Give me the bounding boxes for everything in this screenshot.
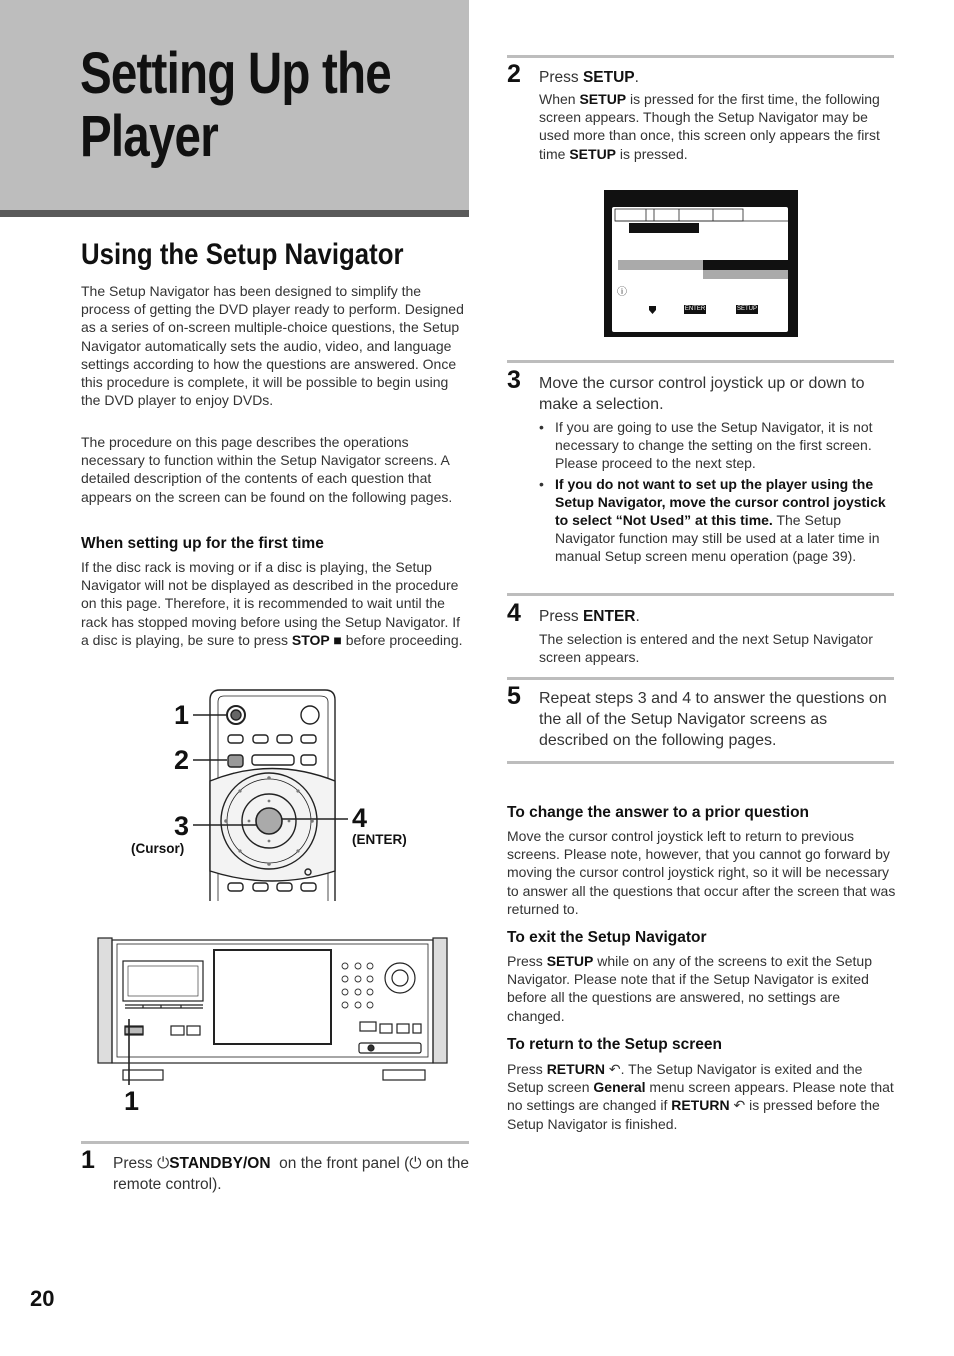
return-arrow-icon: ↶	[733, 1097, 746, 1114]
first-time-text: If the disc rack is moving or if a disc is playing, the Setup Navigator will not be displayed as described in the procedure on this page. Therefore, it is recommended to wait until the rack has stopped moving before using the Setup Navigator. If a disc is playing, be sure to press	[81, 559, 461, 648]
step-2-d3: is pressed.	[619, 145, 688, 162]
remote-control-illustration	[160, 686, 440, 906]
step-4-description: The selection is entered and the next Setup Navigator screen appears.	[539, 631, 873, 666]
step-3-bullet-1: • If you are going to use the Setup Navigator, it is not necessary to change the setting on the first screen. Please proceed to the next step.	[539, 418, 894, 473]
page-number: 20	[30, 1286, 55, 1311]
player-front-panel-illustration	[95, 935, 455, 1085]
change-answer-body: Move the cursor control joystick left to return to previous screens. Please note, however, that you cannot go forward by moving the cursor control joystick right, so it will be necessary to answer all the questions that occur after the screen that was returned to.	[507, 828, 896, 917]
page-title-line1: Setting Up the	[80, 41, 391, 106]
exit-setup: SETUP	[546, 953, 594, 969]
info-icon: ⓘ	[617, 287, 627, 298]
step-5-rule	[507, 677, 894, 680]
setup-screen-display	[612, 207, 788, 332]
step-3-number: 3	[507, 366, 521, 394]
step-2-rule	[507, 55, 894, 58]
step-2-d-bold1: SETUP	[579, 91, 627, 107]
intro-paragraph-1: The Setup Navigator has been designed to simplify the process of getting the DVD player ready to perform. Designed as a series of on-screen multiple-choice questions, the Setup Navigator automatically sets the audio, video, and language settings according to how the questions are answered. Once this procedure is complete, it will be possible to begin using the DVD player to enjoy DVDs.	[81, 283, 464, 409]
exit-navigator-body	[507, 952, 895, 1025]
step-2-d2: is pressed for the first time, the following screen appears. Though the Setup Navigator may be used more than once, this screen only appears the first time	[539, 91, 880, 162]
return-end: is pressed before the Setup Navigator is finished.	[507, 1097, 880, 1132]
step-5-end-rule	[507, 761, 894, 764]
step-2-description	[539, 90, 894, 163]
step-1-text	[113, 1153, 473, 1195]
step-2-text	[539, 67, 639, 88]
power-icon: ⏻	[156, 1155, 170, 1172]
return-arrow-icon: ↶	[608, 1061, 621, 1077]
step-2-pre: Press	[539, 69, 579, 86]
page-title	[80, 42, 392, 168]
step-3-bullet-2-rest: The Setup Navigator function may still be used at a later time in manual Setup screen menu operation (page 39).	[555, 512, 880, 565]
return-general: General	[593, 1079, 646, 1096]
page-title-line2: Player	[80, 104, 218, 169]
step-5-number: 5	[507, 682, 521, 710]
title-rule	[0, 210, 469, 217]
first-time-body	[81, 558, 471, 649]
step-4-pre: Press	[539, 608, 579, 625]
screen-enter-button: ENTER	[684, 306, 706, 312]
stop-button-ref: STOP ■	[291, 631, 342, 648]
setup-screen-illustration	[604, 190, 798, 337]
exit-text: while on any of the screens to exit the Setup Navigator. Please note that if the Setup Navigator is exited before all the questions are answered, no settings are changed.	[507, 953, 872, 1024]
step-3-bullets	[539, 418, 894, 568]
remote-callout-4: 4	[352, 803, 368, 833]
intro-paragraph-2: The procedure on this page describes the operations necessary to function within the Setup Navigator screens. A detailed description of the contents of each question that appears on the screen can be found on the following pages.	[81, 434, 453, 505]
step-1-standby: STANDBY/ON	[169, 1155, 271, 1172]
step-4-rule	[507, 593, 894, 596]
remote-callout-2: 2	[174, 745, 190, 775]
step-1-post: on the front panel (	[279, 1155, 410, 1172]
return-setup-heading: To return to the Setup screen	[507, 1036, 723, 1053]
step-1-rule	[81, 1141, 469, 1144]
step-2-setup: SETUP	[582, 69, 635, 86]
exit-pre: Press	[507, 953, 543, 969]
step-2-d1: When	[539, 91, 576, 107]
screen-setup-button: SETUP	[736, 306, 757, 312]
step-3-bullet-2-bold: If you do not want to set up the player using the Setup Navigator, move the cursor control joystick to select “Not Used” at this time.	[555, 475, 886, 529]
step-2-number: 2	[507, 60, 521, 88]
power-icon: ⏻	[409, 1155, 422, 1172]
step-3-main: Move the cursor control joystick up or down to make a selection.	[539, 375, 865, 413]
return-setup-body	[507, 1060, 895, 1133]
step-4-dot: .	[635, 608, 640, 625]
step-4-enter: ENTER	[582, 608, 636, 625]
step-1-number: 1	[81, 1146, 95, 1174]
return-bold-1: RETURN	[546, 1061, 606, 1077]
cursor-label: (Cursor)	[131, 841, 185, 856]
exit-navigator-heading: To exit the Setup Navigator	[507, 929, 707, 946]
step-3-bullet-2	[539, 475, 894, 566]
remote-callout-3: 3	[174, 811, 190, 841]
change-answer-heading: To change the answer to a prior question	[507, 804, 810, 821]
step-2-dot: .	[634, 69, 639, 86]
first-time-end: before proceeding.	[345, 631, 463, 648]
step-4-number: 4	[507, 599, 521, 627]
step-1-pre: Press	[113, 1155, 153, 1172]
step-4-text	[539, 606, 640, 627]
return-bold-2: RETURN	[671, 1097, 730, 1114]
first-time-heading: When setting up for the first time	[81, 535, 324, 552]
player-callout-1: 1	[124, 1086, 140, 1116]
section-title: Using the Setup Navigator	[81, 238, 404, 271]
step-1-post2: on the remote control).	[113, 1155, 469, 1193]
enter-label: (ENTER)	[352, 832, 407, 847]
return-mid: . The Setup Navigator is exited and the Setup screen	[507, 1061, 863, 1096]
remote-callout-1: 1	[174, 700, 190, 730]
step-5-main: Repeat steps 3 and 4 to answer the questions on the all of the Setup Navigator screens as described on the following pages.	[539, 690, 887, 749]
step-2-d-bold2: SETUP	[569, 145, 617, 162]
return-pre: Press	[507, 1061, 543, 1077]
return-mid2: menu screen appears. Please note that no settings are changed if	[507, 1079, 894, 1114]
step-3-rule	[507, 360, 894, 363]
